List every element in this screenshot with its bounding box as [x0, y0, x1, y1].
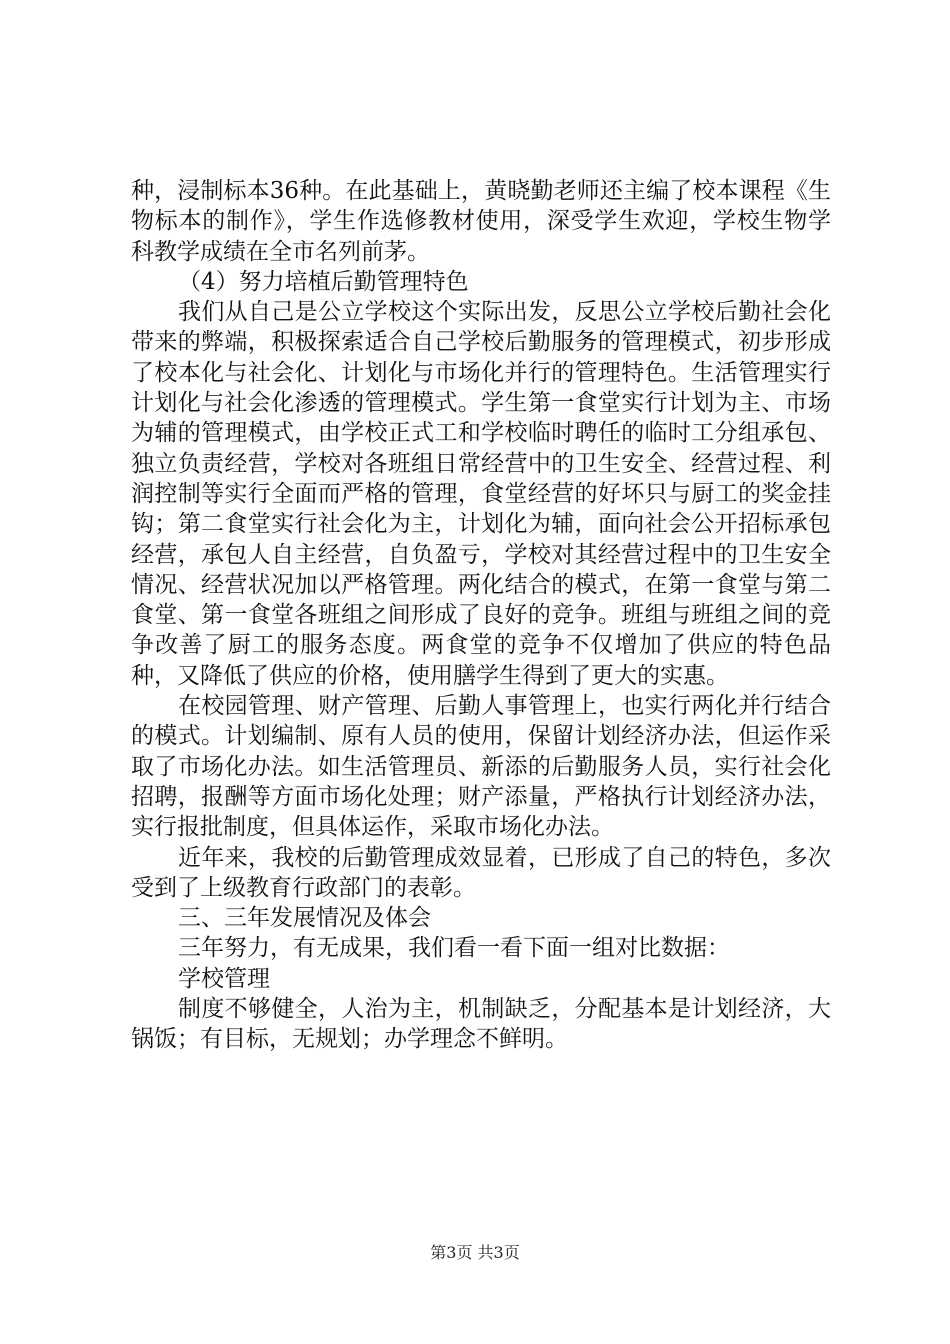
paragraph-logistics-results: 近年来，我校的后勤管理成效显着，已形成了自己的特色，多次受到了上级教育行政部门的表彰。	[131, 844, 831, 901]
page-footer	[0, 1243, 950, 1263]
page-number-label: 第3页 共3页	[430, 1243, 520, 1262]
section-heading-logistics: （4）努力培植后勤管理特色	[178, 268, 469, 295]
paragraph-school-management-before: 制度不够健全，人治为主，机制缺乏，分配基本是计划经济，大锅饭；有目标，无规划；办学理念不鲜明。	[131, 996, 831, 1053]
paragraph-logistics-management: 我们从自己是公立学校这个实际出发，反思公立学校后勤社会化带来的弊端，积极探索适合自己学校后勤服务的管理模式，初步形成了校本化与社会化、计划化与市场化并行的管理特色。生活管理实行计划化与社会化渗透的管理模式。学生第一食堂实行计划为主、市场为辅的管理模式，由学校正式工和学校临时聘任的临时工分组承包、独立负责经营，学校对各班组日常经营中的卫生安全、经营过程、利润控制等实行全面而严格的管理，食堂经营的好坏只与厨工的奖金挂钩；第二食堂实行社会化为主，计划化为辅，面向社会公开招标承包经营，承包人自主经营，自负盈亏，学校对其经营过程中的卫生安全情况、经营状况加以严格管理。两化结合的模式，在第一食堂与第二食堂、第一食堂各班组之间形成了良好的竞争。班组与班组之间的竞争改善了厨工的服务态度。两食堂的竞争不仅增加了供应的特色品种，又降低了供应的价格，使用膳学生得到了更大的实惠。	[131, 299, 831, 689]
document-body	[131, 176, 831, 1055]
subheading-school-management: 学校管理	[178, 965, 270, 992]
paragraph-specimen-production: 种，浸制标本36种。在此基础上，黄晓勤老师还主编了校本课程《生物标本的制作》，学生作选修教材使用，深受学生欢迎，学校生物学科教学成绩在全市名列前茅。	[131, 178, 831, 265]
paragraph-comparison-intro: 三年努力，有无成果，我们看一看下面一组对比数据：	[178, 935, 730, 962]
section-heading-three-year-development: 三、三年发展情况及体会	[178, 905, 431, 932]
paragraph-campus-property-management: 在校园管理、财产管理、后勤人事管理上，也实行两化并行结合的模式。计划编制、原有人员的使用，保留计划经济办法，但运作采取了市场化办法。如生活管理员、新添的后勤服务人员，实行社会化招聘，报酬等方面市场化处理；财产添量，严格执行计划经济办法，实行报批制度，但具体运作，采取市场化办法。	[131, 693, 831, 841]
